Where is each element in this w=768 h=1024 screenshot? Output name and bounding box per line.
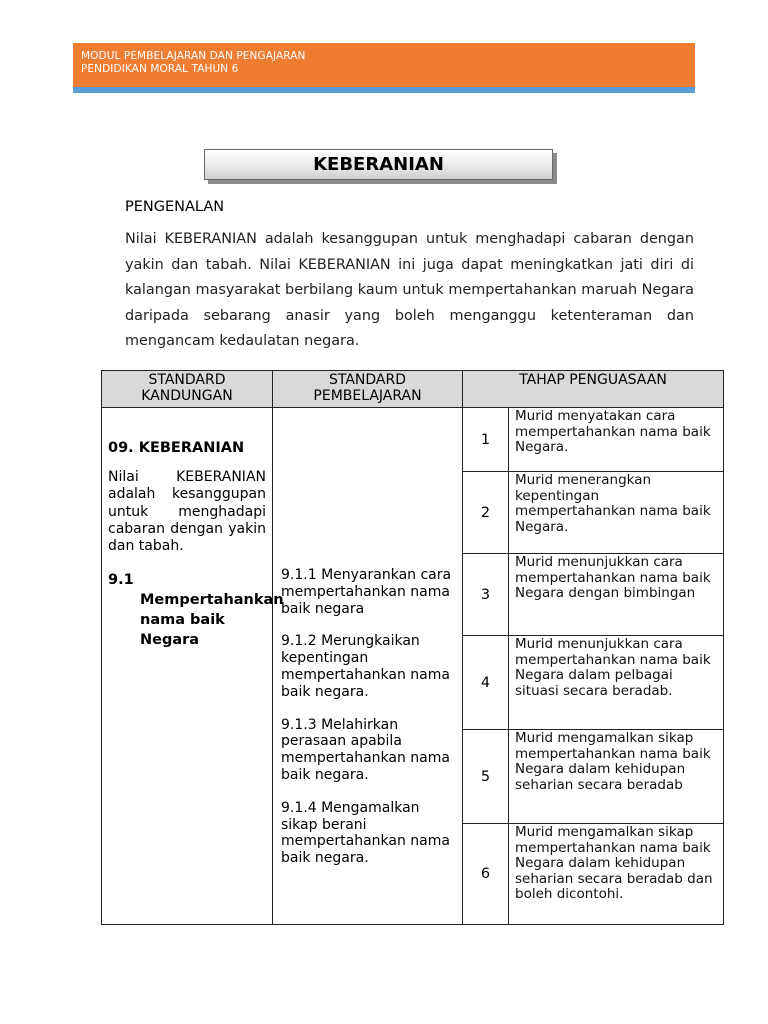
level-description: Murid menyatakan cara mempertahankan nama baik Negara. xyxy=(509,408,724,472)
header-accent-bar xyxy=(73,87,695,93)
kandungan-sub-standard xyxy=(108,570,284,650)
pembelajaran-item: 9.1.4 Mengamalkan sikap berani mempertahankan nama baik negara. xyxy=(281,799,450,867)
intro-heading: PENGENALAN xyxy=(125,199,225,215)
level-description: Murid mengamalkan sikap mempertahankan nama baik Negara dalam kehidupan seharian secara beradab dan boleh dicontohi. xyxy=(509,824,724,925)
header-standard-kandungan: STANDARD KANDUNGAN xyxy=(102,371,273,408)
level-number: 4 xyxy=(463,636,509,730)
level-number: 1 xyxy=(463,408,509,472)
pembelajaran-item: 9.1.1 Menyarankan cara mempertahankan nama baik negara xyxy=(281,567,452,617)
level-number: 6 xyxy=(463,824,509,925)
kandungan-sub-title: Mempertahankan nama baik Negara xyxy=(140,592,284,649)
pembelajaran-item: 9.1.2 Merungkaikan kepentingan mempertahankan nama baik negara. xyxy=(281,633,450,700)
intro-paragraph: Nilai KEBERANIAN adalah kesanggupan untuk menghadapi cabaran dengan yakin dan tabah. Nilai KEBERANIAN ini juga dapat meningkatkan jati diri di kalangan masyarakat berbilang kaum untuk mempertahankan maruah Negara daripada sebarang anasir yang boleh menganggu ketenteraman dan mengancam kedaulatan negara. xyxy=(125,231,694,349)
level-description: Murid mengamalkan sikap mempertahankan nama baik Negara dalam kehidupan seharian secara beradab xyxy=(509,730,724,824)
level-description: Murid menunjukkan cara mempertahankan nama baik Negara dengan bimbingan xyxy=(509,554,724,636)
header-line-1: MODUL PEMBELAJARAN DAN PENGAJARAN xyxy=(81,50,306,62)
document-header xyxy=(73,43,695,87)
level-number: 5 xyxy=(463,730,509,824)
standard-kandungan-cell xyxy=(102,408,284,925)
kandungan-title: 09. KEBERANIAN xyxy=(108,440,245,456)
level-description: Murid menerangkan kepentingan mempertahankan nama baik Negara. xyxy=(509,472,724,554)
standard-pembelajaran-cell xyxy=(273,408,463,925)
standards-table xyxy=(101,370,724,925)
page-title: KEBERANIAN xyxy=(204,149,553,180)
header-tahap-penguasaan: TAHAP PENGUASAAN xyxy=(463,371,724,408)
kandungan-sub-number: 9.1 xyxy=(108,572,134,589)
header-standard-pembelajaran: STANDARD PEMBELAJARAN xyxy=(273,371,463,408)
pembelajaran-item: 9.1.3 Melahirkan perasaan apabila mempertahankan nama baik negara. xyxy=(281,716,450,783)
level-number: 3 xyxy=(463,554,509,636)
header-line-2: PENDIDIKAN MORAL TAHUN 6 xyxy=(81,63,239,75)
level-number: 2 xyxy=(463,472,509,554)
level-description: Murid menunjukkan cara mempertahankan nama baik Negara dalam pelbagai situasi secara beradab. xyxy=(509,636,724,730)
kandungan-description: Nilai KEBERANIAN adalah kesanggupan untuk menghadapi cabaran dengan yakin dan tabah. xyxy=(108,469,266,555)
